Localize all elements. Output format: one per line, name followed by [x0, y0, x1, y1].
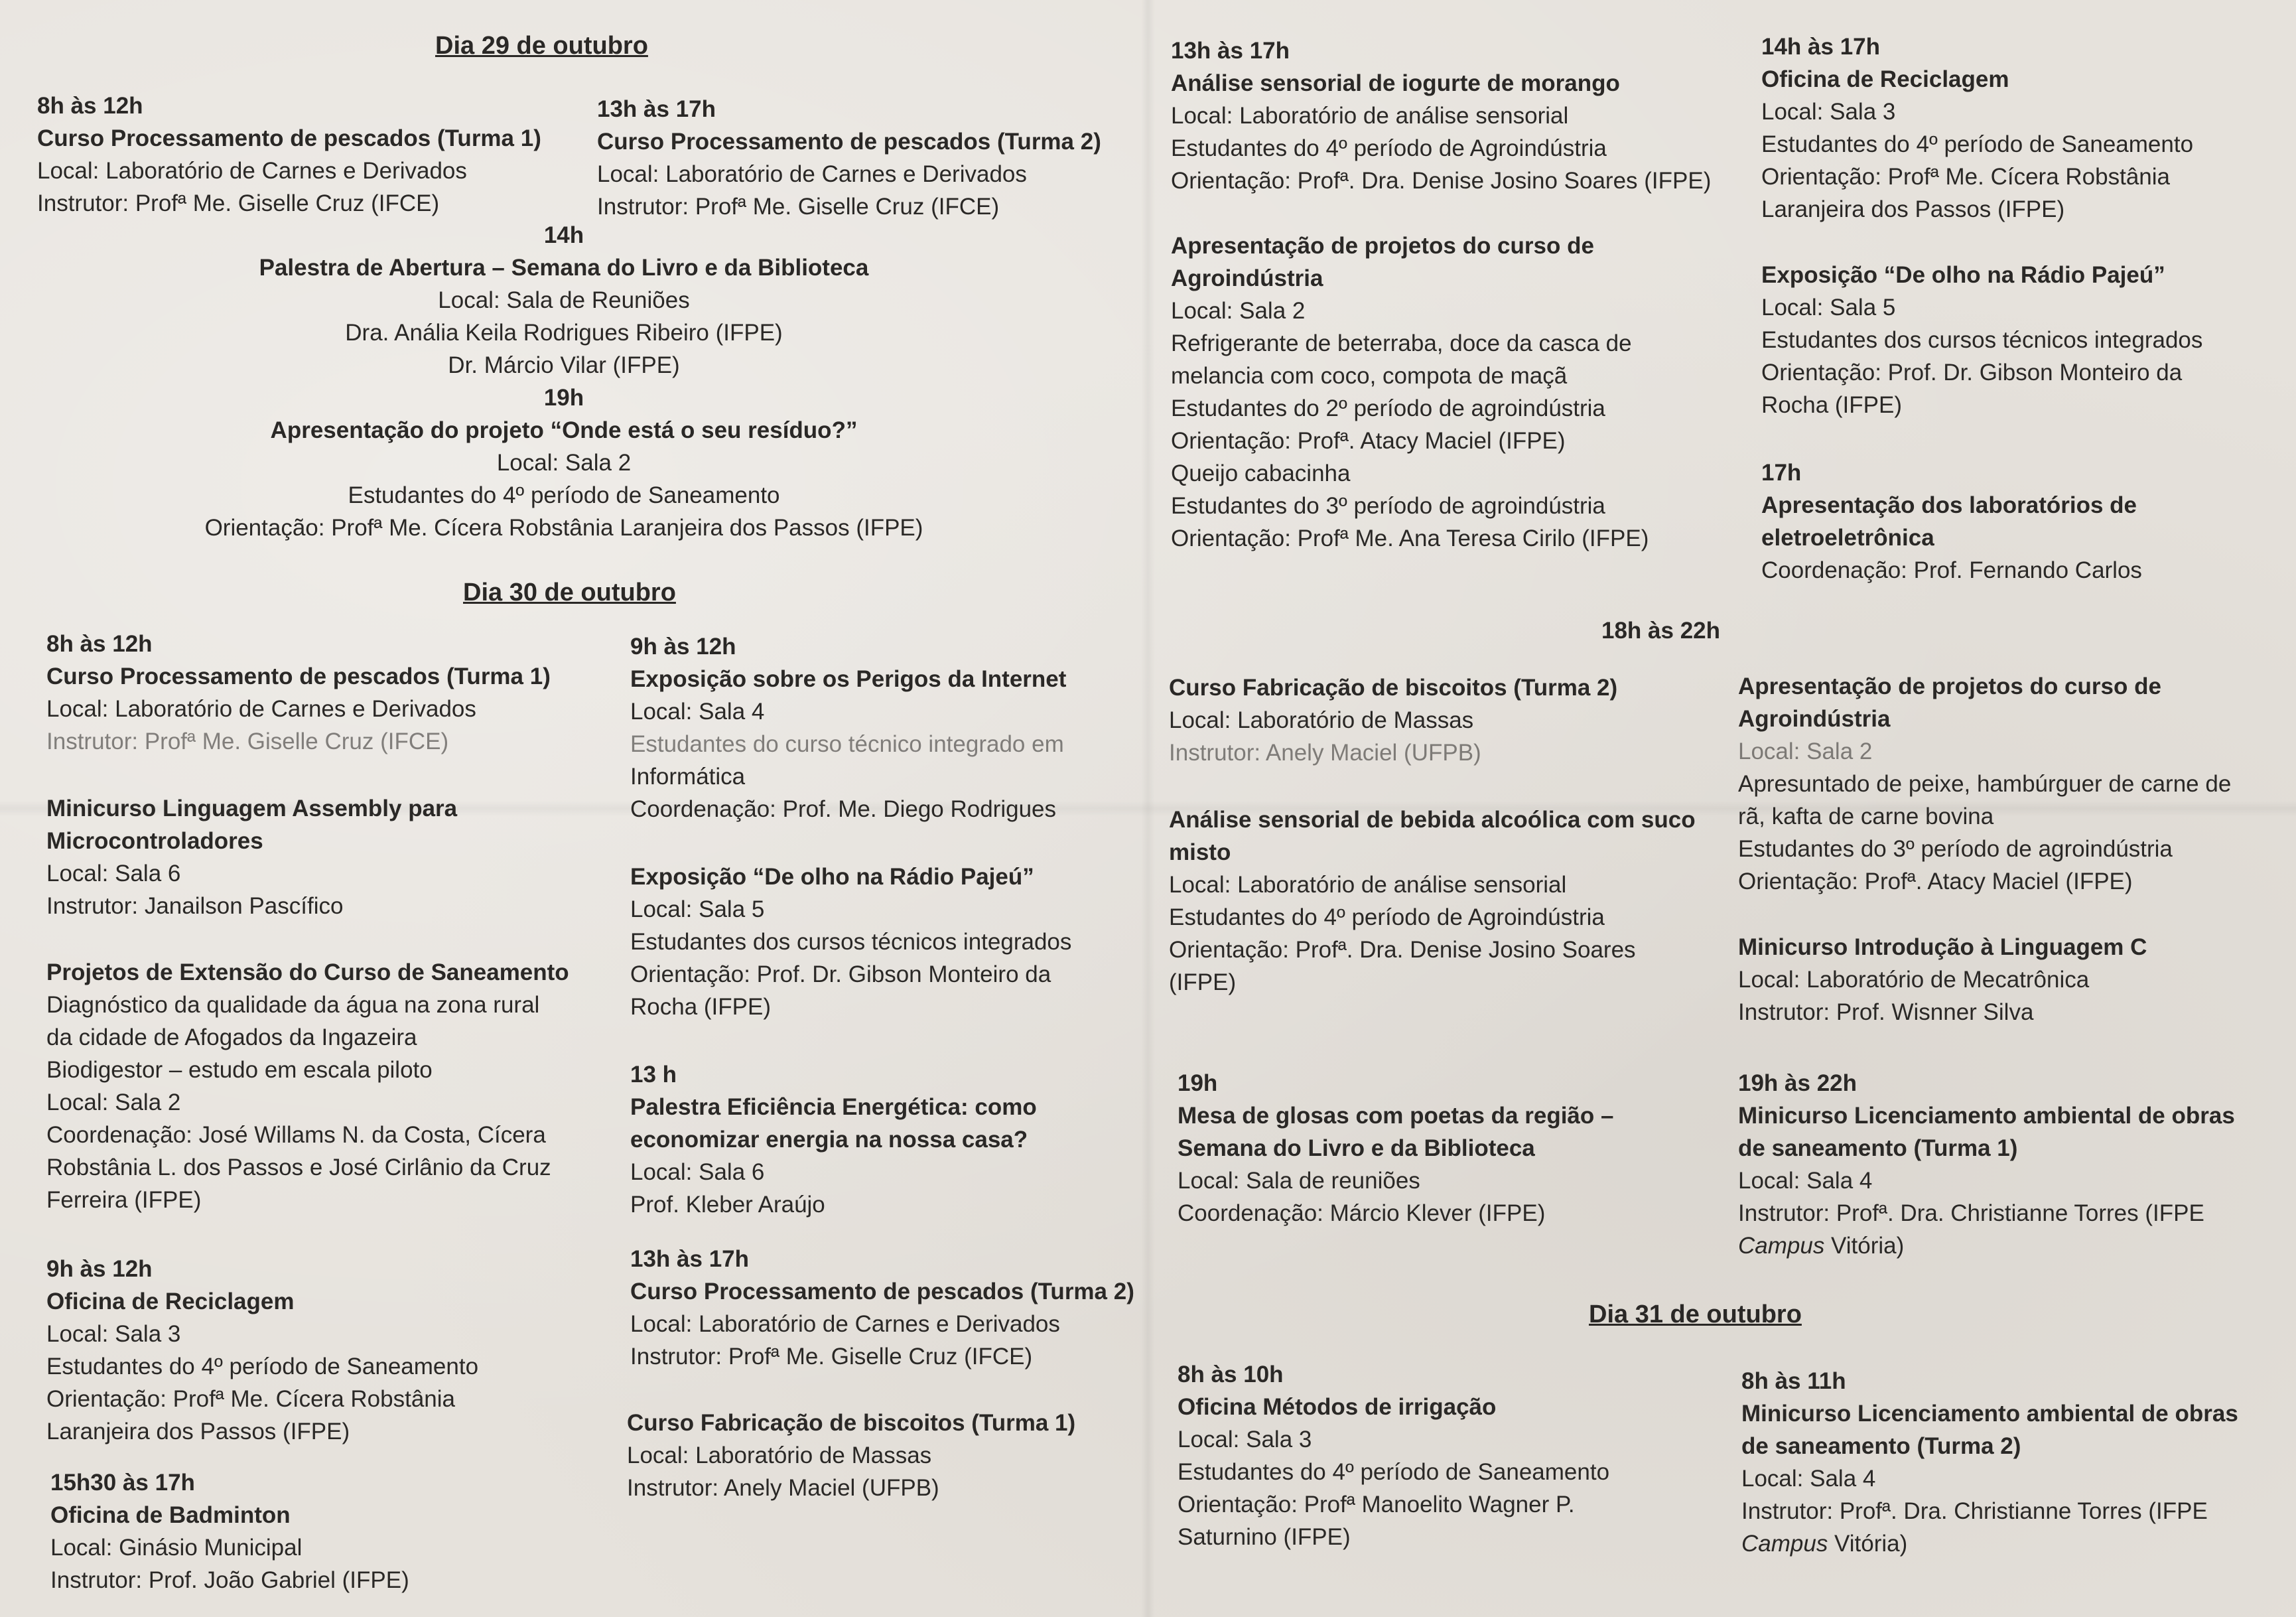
event-29-palestra-abertura: 14h Palestra de Abertura – Semana do Livro e da Biblioteca Local: Sala de Reuniões Dra. Anália Keila Rodrigues Ribeiro (IFPE) Dr. Márcio Vilar (IFPE) 19h Apresentação do projeto “Onde está o seu resíduo?” Local: Sala 2 Estudantes do 4º período de Saneamento Orientação: Profª Me. Cícera Robstânia Laranjeira dos Passos (IFPE)	[204, 222, 923, 541]
event-30-licenciamento-t1: 19h às 22h Minicurso Licenciamento ambiental de obras de saneamento (Turma 1) Local: Sala 4 Instrutor: Profª. Dra. Christianne Torres (IFPE Campus Vitória)	[1738, 1070, 2235, 1259]
event-30-projetos-agroindustria: Apresentação de projetos do curso de Agroindústria Local: Sala 2 Refrigerante de beterraba, doce da casca de melancia com coco, compota de maçã Estudantes do 2º período de agroindústria Orientação: Profª. Atacy Maciel (IFPE) Queijo cabacinha Estudantes do 3º período de agroindústria Orientação: Profª Me. Ana Teresa Cirilo (IFPE)	[1171, 233, 1649, 551]
event-29-pescados-t1: 8h às 12h Curso Processamento de pescados (Turma 1) Local: Laboratório de Carnes e Derivados Instrutor: Profª Me. Giselle Cruz (IFCE)	[37, 93, 541, 216]
event-30-linguagem-c: Minicurso Introdução à Linguagem C Local: Laboratório de Mecatrônica Instrutor: Prof. Wisnner Silva	[1738, 934, 2147, 1025]
event-30-biscoitos-t2: Curso Fabricação de biscoitos (Turma 2) Local: Laboratório de Massas Instrutor: Anely Maciel (UFPB)	[1169, 675, 1618, 766]
event-30-biscoitos-t1: Curso Fabricação de biscoitos (Turma 1) Local: Laboratório de Massas Instrutor: Anely Maciel (UFPB)	[627, 1410, 1076, 1501]
event-30-reciclagem-manha: 9h às 12h Oficina de Reciclagem Local: Sala 3 Estudantes do 4º período de Saneamento Orientação: Profª Me. Cícera Robstânia Laranjeira dos Passos (IFPE)	[46, 1256, 479, 1444]
event-30-bebida-alcoolica: Análise sensorial de bebida alcoólica com suco misto Local: Laboratório de análise sensorial Estudantes do 4º período de Agroindústria Orientação: Profª. Dra. Denise Josino Soares (IFPE)	[1169, 807, 1696, 995]
event-31-licenciamento-t2: 8h às 11h Minicurso Licenciamento ambiental de obras de saneamento (Turma 2) Local: Sala 4 Instrutor: Profª. Dra. Christianne Torres (IFPE Campus Vitória)	[1741, 1368, 2238, 1557]
event-30-iogurte-morango: 13h às 17h Análise sensorial de iogurte de morango Local: Laboratório de análise sensorial Estudantes do 4º período de Agroindústria Orientação: Profª. Dra. Denise Josino Soares (IFPE)	[1171, 38, 1712, 194]
event-30-reciclagem-tarde: 14h às 17h Oficina de Reciclagem Local: Sala 3 Estudantes do 4º período de Saneamento Orientação: Profª Me. Cícera Robstânia Laranjeira dos Passos (IFPE)	[1761, 34, 2194, 222]
event-30-perigos-internet: 9h às 12h Exposição sobre os Perigos da Internet Local: Sala 4 Estudantes do curso técnico integrado em Informática Coordenação: Prof. Me. Diego Rodrigues	[630, 634, 1067, 822]
event-30-pescados-t2: 13h às 17h Curso Processamento de pescados (Turma 2) Local: Laboratório de Carnes e Derivados Instrutor: Profª Me. Giselle Cruz (IFCE)	[630, 1246, 1134, 1370]
event-30-radio-pajeu: Exposição “De olho na Rádio Pajeú” Local: Sala 5 Estudantes dos cursos técnicos integrados Orientação: Prof. Dr. Gibson Monteiro da Rocha (IFPE)	[630, 864, 1072, 1020]
heading-dia-29: Dia 29 de outubro	[435, 32, 648, 60]
event-30-mesa-glosas: 19h Mesa de glosas com poetas da região – Semana do Livro e da Biblioteca Local: Sala de reuniões Coordenação: Márcio Klever (IFPE)	[1178, 1070, 1614, 1226]
event-30-eficiencia-energetica: 13 h Palestra Eficiência Energética: como economizar energia na nossa casa? Local: Sala 6 Prof. Kleber Araújo	[630, 1062, 1037, 1218]
event-30-badminton: 15h30 às 17h Oficina de Badminton Local: Ginásio Municipal Instrutor: Prof. João Gabriel (IFPE)	[50, 1470, 409, 1593]
evening-time-heading: 18h às 22h	[1601, 618, 1720, 644]
heading-dia-30: Dia 30 de outubro	[463, 579, 676, 606]
event-29-pescados-t2: 13h às 17h Curso Processamento de pescados (Turma 2) Local: Laboratório de Carnes e Derivados Instrutor: Profª Me. Giselle Cruz (IFCE)	[597, 96, 1101, 220]
event-31-irrigacao: 8h às 10h Oficina Métodos de irrigação Local: Sala 3 Estudantes do 4º período de Saneamento Orientação: Profª Manoelito Wagner P. Saturnino (IFPE)	[1178, 1362, 1610, 1550]
event-30-eletroeletronica: 17h Apresentação dos laboratórios de eletroeletrônica Coordenação: Prof. Fernando Carlos	[1761, 460, 2142, 583]
event-30-projetos-agroindustria-noite: Apresentação de projetos do curso de Agroindústria Local: Sala 2 Apresuntado de peixe, hambúrguer de carne de rã, kafta de carne bovina Estudantes do 3º período de agroindústria Orientação: Profª. Atacy Maciel (IFPE)	[1738, 673, 2232, 894]
event-30-projetos-saneamento: Projetos de Extensão do Curso de Saneamento Diagnóstico da qualidade da água na zona rural da cidade de Afogados da Ingazeira Biodigestor – estudo em escala piloto Local: Sala 2 Coordenação: José Willams N. da Costa, Cícera Robstânia L. dos Passos e José Cirlânio da Cruz Ferreira (IFPE)	[46, 959, 569, 1213]
event-30-radio-pajeu-tarde: Exposição “De olho na Rádio Pajeú” Local: Sala 5 Estudantes dos cursos técnicos integrados Orientação: Prof. Dr. Gibson Monteiro da Rocha (IFPE)	[1761, 262, 2203, 418]
event-30-assembly: Minicurso Linguagem Assembly para Microcontroladores Local: Sala 6 Instrutor: Janailson Pascífico	[46, 796, 458, 919]
event-30-pescados-t1: 8h às 12h Curso Processamento de pescados (Turma 1) Local: Laboratório de Carnes e Derivados Instrutor: Profª Me. Giselle Cruz (IFCE)	[46, 631, 551, 754]
heading-dia-31: Dia 31 de outubro	[1589, 1301, 1802, 1328]
